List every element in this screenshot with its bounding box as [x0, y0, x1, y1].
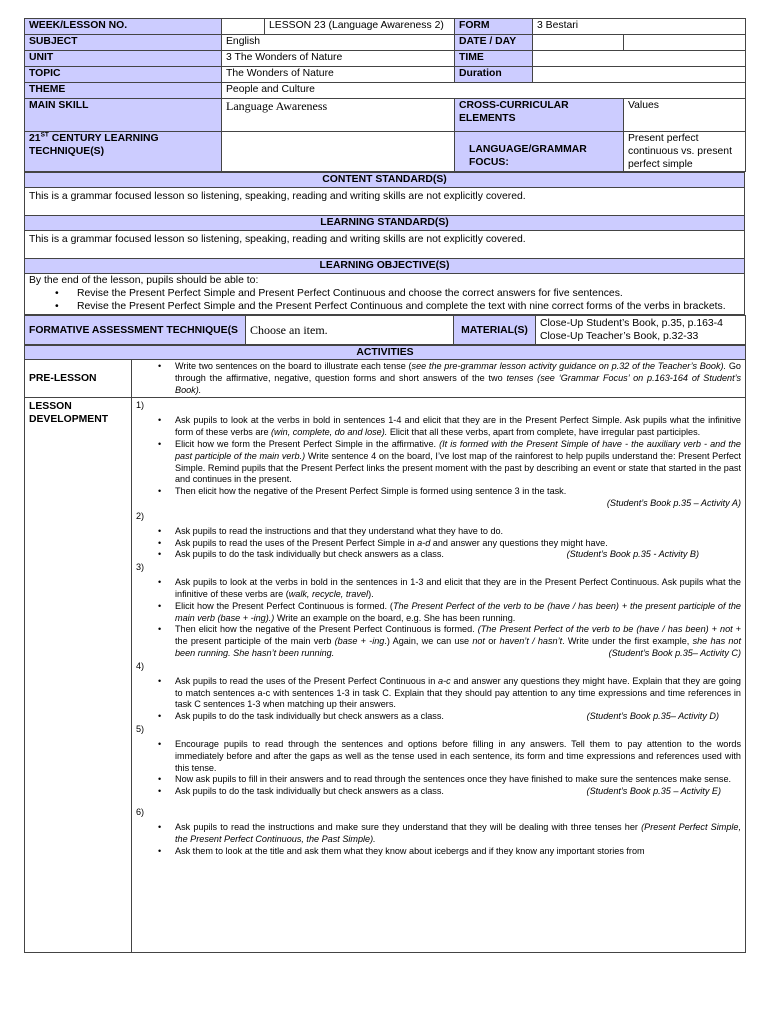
lesson-plan: [24, 18, 745, 953]
technique-label-num: 21: [29, 133, 41, 144]
step-1-reference: (Student’s Book p.35 – Activity A): [606, 497, 741, 508]
time-label: TIME: [455, 51, 533, 67]
cce-value[interactable]: Values: [624, 99, 746, 132]
step-3-item-3: • Then elicit how the negative of the Present Perfect Continuous is formed. (The Present Perfect of the verb to be (have / has been) + not + the present participle of the main verb (base + -ing.) Again, we can use not or haven’t / hasn’t. Write under the first example, she has not been running. She hasn’t been running. (Student’s Book p.35– Activity C): [175, 624, 741, 659]
development-label-1: LESSON: [29, 401, 72, 413]
learning-standard-label: LEARNING STANDARD(S): [25, 216, 745, 231]
step-6-item-2: • Ask them to look at the title and ask them what they know about icebergs and if they know any important stories from: [175, 846, 741, 858]
development-cell[interactable]: [132, 398, 746, 953]
activities-table: [24, 345, 746, 953]
pre-text-d: tenses (see ‘Grammar Focus’ on p.163-164 of Student’s Book).: [175, 372, 741, 395]
date-value[interactable]: [533, 35, 624, 51]
assessment-table: [24, 315, 746, 345]
topic-value[interactable]: The Wonders of Nature: [222, 67, 455, 83]
duration-value[interactable]: [533, 67, 746, 83]
step-1-number: 1): [136, 400, 145, 411]
main-skill-label: MAIN SKILL: [25, 99, 222, 132]
development-label: [25, 398, 132, 953]
step-3-list: [136, 577, 741, 660]
pre-lesson-list: [136, 361, 741, 396]
theme-value[interactable]: People and Culture: [222, 83, 746, 99]
step-5-number: 5): [136, 723, 145, 734]
step-4-item-2: • Ask pupils to do the task individually but check answers as a class. (Student’s Book p.35– Activity D): [175, 711, 741, 723]
assessment-value[interactable]: Choose an item.: [246, 316, 454, 345]
topic-label: TOPIC: [25, 67, 222, 83]
step-4-number: 4): [136, 660, 145, 671]
step-2-number: 2): [136, 510, 145, 521]
theme-label: THEME: [25, 83, 222, 99]
learning-objective-label: LEARNING OBJECTIVE(S): [25, 259, 745, 274]
standards-table: [24, 172, 745, 315]
grammar-value[interactable]: Present perfect continuous vs. present perfect simple: [624, 132, 746, 172]
objective-list: [29, 287, 740, 313]
step-2-item-2: • Ask pupils to read the uses of the Present Perfect Simple in a-d and answer any questions they might have.: [175, 538, 741, 550]
step-3-item-2: • Elicit how the Present Perfect Continuous is formed. (The Present Perfect of the verb to be (have / has been) + the present participle of the main verb (base + -ing).) Write an example on the board, e.g. She has been running.: [175, 601, 741, 625]
step-5-item-2: • Now ask pupils to fill in their answers and to read through the sentences once they have finished to make sure the sentences make sense.: [175, 774, 741, 786]
technique-label-sup: ST: [40, 131, 49, 139]
step-4-reference: (Student’s Book p.35– Activity D): [586, 711, 719, 722]
objective-item-2: • Revise the Present Perfect Simple and the Present Perfect Continuous and complete the text with nine correct forms of the verbs in brackets.: [77, 300, 740, 313]
time-value[interactable]: [533, 51, 746, 67]
step-1-list: [136, 415, 741, 498]
form-label: FORM: [455, 19, 533, 35]
step-2-reference: (Student’s Book p.35 - Activity B): [566, 549, 699, 560]
objective-intro: By the end of the lesson, pupils should be able to:: [29, 275, 259, 286]
week-label: WEEK/LESSON NO.: [25, 19, 222, 35]
step-6-number: 6): [136, 806, 145, 817]
week-value[interactable]: [222, 19, 265, 35]
technique-value[interactable]: [222, 132, 455, 172]
form-value[interactable]: 3 Bestari: [533, 19, 746, 35]
content-standard-label: CONTENT STANDARD(S): [25, 173, 745, 188]
content-standard-text[interactable]: This is a grammar focused lesson so listening, speaking, reading and writing skills are not explicitly covered.: [25, 188, 745, 216]
grammar-label: LANGUAGE/GRAMMAR FOCUS:: [455, 132, 624, 172]
material-line-2: Close-Up Teacher’s Book, p.32-33: [540, 331, 699, 342]
header-table: [24, 18, 746, 172]
subject-label: SUBJECT: [25, 35, 222, 51]
step-6-item-1: • Ask pupils to read the instructions and make sure they understand that they will be dealing with three tenses her (Present Perfect Simple, the Present Perfect Continuous, the Past Simple).: [175, 822, 741, 846]
step-5-reference: (Student’s Book p.35 – Activity E): [586, 786, 721, 797]
duration-label: Duration: [455, 67, 533, 83]
pre-lesson-cell[interactable]: [132, 360, 746, 398]
step-3-number: 3): [136, 562, 145, 573]
step-5-item-3: • Ask pupils to do the task individually but check answers as a class. (Student’s Book p.35 – Activity E): [175, 786, 741, 798]
material-value[interactable]: [536, 316, 746, 345]
pre-lesson-label: PRE-LESSON: [25, 360, 132, 398]
lesson-value[interactable]: LESSON 23 (Language Awareness 2): [265, 19, 455, 35]
step-6-list: [136, 822, 741, 857]
day-value[interactable]: [624, 35, 746, 51]
pre-lesson-item: [175, 361, 741, 396]
cce-label: CROSS-CURRICULAR ELEMENTS: [455, 99, 624, 132]
step-2-list: [136, 526, 741, 561]
step-1-item-2: • Elicit how we form the Present Perfect Simple in the affirmative. (It is formed with the Present Simple of have - the auxiliary verb - and the past participle of the main verb.) Write sentence 4 on the board, I’ve lost map of the rainforest to help pupils understand the: Present Perfect Simple. Remind pupils that the Present Perfect links the present moment with the past by describing an event or state that started in the past and continues in the present.: [175, 439, 741, 486]
step-1-item-3: • Then elicit how the negative of the Present Perfect Simple is formed using sentence 3 in the task.: [175, 486, 741, 498]
main-skill-value[interactable]: Language Awareness: [222, 99, 455, 132]
unit-value[interactable]: 3 The Wonders of Nature: [222, 51, 455, 67]
step-2-item-3: • Ask pupils to do the task individually but check answers as a class. (Student’s Book p.35 - Activity B): [175, 549, 741, 561]
step-4-item-1: • Ask pupils to read the uses of the Present Perfect Continuous in a-c and answer any questions they might have. Explain that they are going to match sentences a-c with sentences 1-3 in task C. Explain that they should pay attention to any time expressions and time references in task C sentences 1-3 when matching up their answers.: [175, 676, 741, 711]
step-1-item-1: • Ask pupils to look at the verbs in bold in sentences 1-4 and elicit that they are in the Present Perfect Simple. Ask pupils what the infinitive form of these verbs are (win, complete, do and lose). Elicit that all these verbs, apart from complete, have irregular past participles.: [175, 415, 741, 439]
learning-standard-text[interactable]: This is a grammar focused lesson so listening, speaking, reading and writing skills are not explicitly covered.: [25, 231, 745, 259]
activities-label: ACTIVITIES: [25, 346, 746, 360]
unit-label: UNIT: [25, 51, 222, 67]
technique-label: [25, 132, 222, 172]
step-3-item-1: • Ask pupils to look at the verbs in bold in the sentences in 1-3 and elicit that they are in the Present Perfect Continuous. Ask pupils what the infinitive of these verbs are (walk, recycle, travel).: [175, 577, 741, 601]
step-3-reference: (Student’s Book p.35– Activity C): [608, 647, 741, 658]
step-5-list: [136, 739, 741, 798]
subject-value[interactable]: English: [222, 35, 455, 51]
step-2-item-1: • Ask pupils to read the instructions and that they understand what they have to do.: [175, 526, 741, 538]
pre-text-a: Write two sentences on the board to illustrate each tense (: [175, 361, 412, 371]
objective-item-1: • Revise the Present Perfect Simple and Present Perfect Continuous and choose the correct answers for five sentences.: [77, 287, 740, 300]
pre-text-c: Go through the affirmative, negative, question forms and short answers of the two: [175, 361, 741, 383]
material-label: MATERIAL(S): [454, 316, 536, 345]
step-5-item-1: • Encourage pupils to read through the sentences and options before filling in any answers. Tell them to pay attention to the words immediately before and after the gaps as well as the tense used in each sentence, its form and time expressions and references used with this tense.: [175, 739, 741, 774]
assessment-label: FORMATIVE ASSESSMENT TECHNIQUE(S: [25, 316, 246, 345]
technique-label-text: CENTURY LEARNING TECHNIQUE(S): [29, 133, 159, 157]
learning-objective-cell[interactable]: [25, 274, 745, 315]
step-4-list: [136, 676, 741, 723]
material-line-1: Close-Up Student’s Book, p.35, p.163-4: [540, 318, 723, 329]
date-label: DATE / DAY: [455, 35, 533, 51]
pre-text-b: see the pre-grammar lesson activity guidance on p.32 of the Teacher’s Book).: [411, 361, 727, 371]
development-label-2: DEVELOPMENT: [29, 414, 109, 426]
